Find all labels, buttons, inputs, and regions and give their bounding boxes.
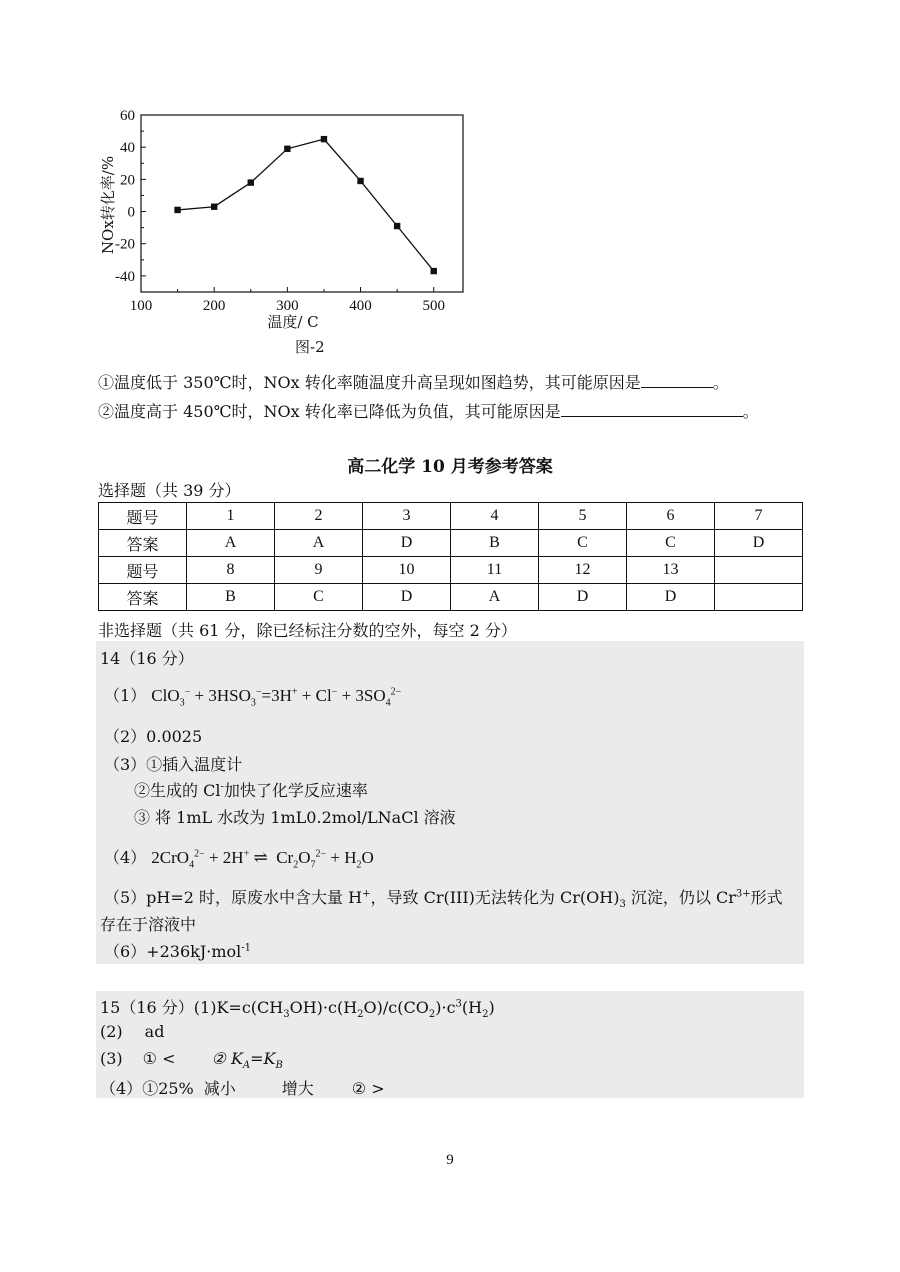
q14-a6-sup: -1 [241, 942, 251, 954]
q15-answer-4 [100, 1076, 385, 1099]
q14-a5-text: （5）pH=2 时，原废水中含大量 H [104, 888, 363, 907]
table-cell: B [451, 530, 539, 557]
data-point [357, 178, 363, 184]
q15-answer: ① < [142, 1049, 176, 1068]
q15-num: （4） [100, 1079, 143, 1098]
table-row [99, 530, 803, 557]
table-cell: 4 [451, 503, 539, 530]
q15-answer: ② > [351, 1079, 385, 1098]
table-cell: C [627, 530, 715, 557]
q15-sub: 2 [428, 1009, 436, 1021]
q14-answer-3-1: （3）①插入温度计 [104, 755, 243, 774]
eq-term: + H [326, 848, 357, 867]
answer-blank-1[interactable] [641, 373, 713, 388]
eq-term: 2CrO [151, 848, 190, 867]
eq-sub: 7 [310, 859, 316, 871]
q14-a5-text: ，导致 Cr(III)无法转化为 Cr(OH) [370, 888, 620, 907]
q14-a5-sup: + [362, 888, 371, 900]
question-1-text: ①温度低于 350℃时，NOx 转化率随温度升高呈现如图趋势，其可能原因是 [98, 373, 641, 392]
q15-sup: 3 [455, 998, 462, 1010]
y-tick-label: 0 [127, 204, 135, 221]
table-cell: 10 [363, 557, 451, 584]
eq-sup: 2− [315, 848, 327, 860]
q15-answer: ①25% [142, 1079, 194, 1098]
q15-answer: 减小 [203, 1079, 236, 1098]
eq-sup: + [291, 686, 298, 698]
table-cell: 3 [363, 503, 451, 530]
table-cell: 1 [187, 503, 275, 530]
table-cell [715, 557, 803, 584]
data-point [321, 136, 327, 142]
eq-sub: 4 [385, 697, 391, 709]
eq-sub: 2 [356, 859, 362, 871]
answer-blank-2[interactable] [561, 402, 743, 417]
q15-answer: =K [250, 1049, 276, 1068]
choice-section-label: 选择题（共 39 分） [98, 481, 241, 500]
eq-sub: 4 [189, 859, 195, 871]
q14-a1-prefix: （1） [104, 686, 147, 705]
eq-term: + 3SO [337, 686, 386, 705]
q14-a4-prefix: （4） [104, 848, 147, 867]
eq-term: O [361, 848, 374, 867]
chart-plot-frame [141, 115, 463, 292]
eq-term: Cr [276, 848, 294, 867]
question-2-end: 。 [742, 402, 759, 421]
q14-answer-1 [104, 683, 401, 708]
q15-text: OH)·c(H [289, 998, 358, 1017]
nonchoice-section-label: 非选择题（共 61 分，除已经标注分数的空外，每空 2 分） [98, 621, 517, 640]
eq-sub: 3 [250, 697, 256, 709]
q14-a5-text: 沉淀，仍以 Cr [625, 888, 736, 907]
q15-answer: ② K [211, 1049, 243, 1068]
table-cell: D [715, 530, 803, 557]
x-tick-label: 200 [202, 298, 226, 314]
q15-sub: 2 [357, 1009, 364, 1021]
figure-caption: 图-2 [295, 338, 325, 356]
eq-sup: − [255, 686, 262, 698]
y-tick-label: 20 [120, 172, 135, 189]
table-cell: A [451, 584, 539, 611]
question-2 [98, 399, 759, 422]
table-cell [715, 584, 803, 611]
q14-answer-4 [104, 845, 374, 870]
q14-answer-3-2 [134, 778, 368, 801]
table-cell: 11 [451, 557, 539, 584]
eq-sup: 2− [390, 686, 402, 698]
y-tick-label: -40 [115, 268, 135, 285]
table-cell: 13 [627, 557, 715, 584]
q14-a3-2-text: ②生成的 Cl [134, 781, 221, 800]
q14-a5-sub: 3 [619, 899, 626, 911]
table-cell: D [627, 584, 715, 611]
table-cell: B [187, 584, 275, 611]
table-row-header: 答案 [99, 584, 187, 611]
table-cell: A [187, 530, 275, 557]
table-row [99, 503, 803, 530]
q15-answer-2 [100, 1022, 164, 1041]
table-row [99, 584, 803, 611]
q14-a3-2-sup: - [220, 781, 224, 793]
q15-answer-3 [100, 1049, 283, 1071]
choice-answer-table [98, 502, 803, 611]
data-point [174, 207, 180, 213]
q14-answer-6 [104, 939, 251, 962]
y-tick-label: 40 [120, 140, 135, 157]
question-2-text: ②温度高于 450℃时，NOx 转化率已降低为负值，其可能原因是 [98, 402, 561, 421]
eq-sup: − [331, 686, 338, 698]
table-cell: A [275, 530, 363, 557]
table-cell: 5 [539, 503, 627, 530]
data-point [211, 204, 217, 210]
chart-x-label: 温度/ C [267, 313, 319, 331]
table-row-header: 题号 [99, 557, 187, 584]
data-point [394, 223, 400, 229]
q15-answer: 增大 [281, 1079, 314, 1098]
q15-text: (H [461, 998, 483, 1017]
eq-term: + 2H [204, 848, 244, 867]
q15-sub: 2 [482, 1009, 489, 1021]
x-tick-label: 300 [276, 298, 299, 314]
q15-sub: B [275, 1060, 283, 1072]
q15-answer-1 [100, 995, 495, 1020]
table-cell: 7 [715, 503, 803, 530]
eq-sup: 2− [194, 848, 205, 860]
table-row-header: 答案 [99, 530, 187, 557]
q14-a4-equation [151, 848, 374, 871]
table-cell: D [539, 584, 627, 611]
eq-sup: − [184, 686, 191, 698]
q14-a5-sup: 3+ [735, 888, 751, 900]
eq-term: O [298, 848, 311, 867]
data-point [248, 179, 254, 185]
q14-answer-2: （2）0.0025 [104, 727, 203, 746]
q15-text: ) [488, 998, 495, 1017]
answer-title: 高二化学 10 月考参考答案 [347, 457, 553, 477]
eq-sup: + [243, 848, 250, 860]
table-row [99, 557, 803, 584]
q14-answer-5 [104, 885, 783, 910]
q15-sub: 3 [283, 1009, 290, 1021]
table-cell: 2 [275, 503, 363, 530]
q14-a5-text: 形式 [750, 888, 783, 907]
q15-sub: A [242, 1060, 251, 1072]
table-row-header: 题号 [99, 503, 187, 530]
table-cell: C [275, 584, 363, 611]
q15-num: (2) [100, 1022, 123, 1041]
table-cell: 12 [539, 557, 627, 584]
page-number: 9 [446, 1152, 454, 1168]
table-cell: D [363, 584, 451, 611]
q14-answer-5-line-2: 存在于溶液中 [100, 915, 197, 934]
question-1 [98, 370, 729, 393]
q15-text: 15（16 分）(1)K=c(CH [100, 998, 284, 1017]
data-point [284, 146, 290, 152]
eq-term: ClO [151, 686, 180, 705]
table-cell: C [539, 530, 627, 557]
table-cell: 9 [275, 557, 363, 584]
equilibrium-arrow-icon: ⇌ [253, 848, 268, 867]
y-tick-label: -20 [115, 236, 135, 253]
table-cell: 8 [187, 557, 275, 584]
chart-y-label: NOx转化率/% [99, 155, 117, 255]
q15-text: O)/c(CO [363, 998, 429, 1017]
eq-term: =3H [261, 686, 292, 705]
data-point [431, 268, 437, 274]
eq-sub: 2 [293, 859, 299, 871]
q15-text: )·c [435, 998, 456, 1017]
y-tick-label: 60 [120, 108, 135, 124]
table-cell: D [363, 530, 451, 557]
q15-num: (3) [100, 1049, 123, 1068]
eq-sub: 3 [179, 697, 185, 709]
eq-term: + 3HSO [190, 686, 251, 705]
q15-answer: ad [144, 1022, 165, 1041]
table-cell: 6 [627, 503, 715, 530]
q14-header: 14（16 分） [100, 649, 194, 668]
x-tick-label: 400 [349, 298, 372, 314]
q14-answer-3-3: ③ 将 1mL 水改为 1mL0.2mol/LNaCl 溶液 [134, 808, 456, 827]
q14-a6-text: （6）+236kJ·mol [104, 942, 242, 961]
q14-a1-equation [151, 686, 402, 709]
nox-conversion-chart [95, 100, 495, 335]
eq-term: + Cl [297, 686, 332, 705]
q14-a3-2-text-end: 加快了化学反应速率 [223, 781, 368, 800]
x-tick-label: 500 [422, 298, 445, 314]
question-1-end: 。 [712, 373, 729, 392]
x-tick-label: 100 [129, 298, 153, 314]
